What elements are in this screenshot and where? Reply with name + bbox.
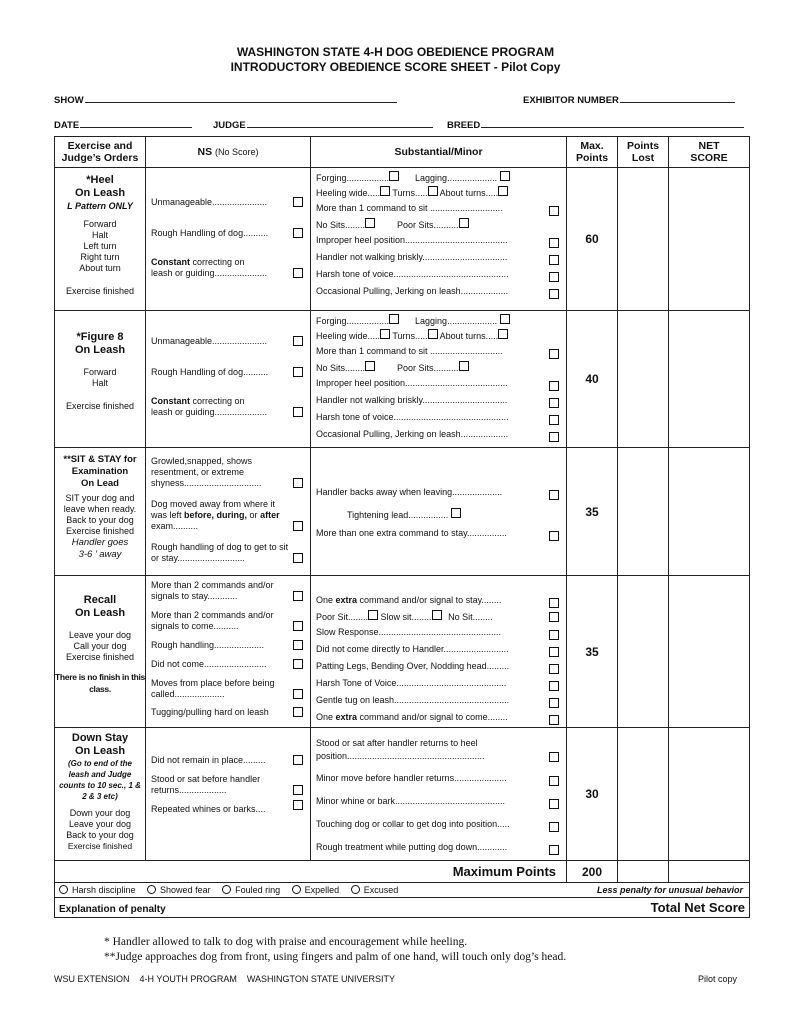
note-judge-approach: **Judge approaches dog from front, using fingers and palm of one hand, will touch only dog’s head.	[104, 951, 567, 963]
ns-item: Unmanageable......................	[146, 196, 310, 209]
no-finish-note: There is no finish in this class.	[55, 672, 145, 694]
checkbox[interactable]	[293, 640, 303, 650]
sub-item: Harsh Tone of Voice............................................	[311, 676, 566, 693]
breed-label: BREED	[447, 120, 481, 131]
order-item: Leave your dog	[68, 630, 132, 640]
ns-item: Rough Handling of dog..........	[146, 227, 310, 240]
sub-item: One extra command and/or signal to stay........	[311, 593, 566, 610]
ns-item: More than 2 commands and/or signals to stay............	[146, 579, 310, 603]
sitstay-subtitle: Examination	[71, 466, 129, 477]
checkbox[interactable]	[389, 314, 399, 324]
ns-item: Dog moved away from where it was left before, during, or after exam..........	[146, 498, 310, 533]
checkbox[interactable]	[549, 698, 559, 708]
recall-net-score[interactable]	[669, 576, 750, 728]
sub-item: Handler not walking briskly..................................	[311, 393, 566, 410]
sub-item: Handler not walking briskly..................................	[311, 250, 566, 267]
sub-item: Stood or sat after handler returns to heel position.......................................................	[311, 736, 566, 764]
checkbox[interactable]	[293, 367, 303, 377]
checkbox[interactable]	[549, 664, 559, 674]
heel-title: *Heel	[86, 174, 114, 186]
checkbox[interactable]	[293, 591, 303, 601]
checkbox[interactable]	[549, 752, 559, 762]
checkbox[interactable]	[293, 689, 303, 699]
checkbox[interactable]	[380, 329, 390, 339]
checkbox[interactable]	[549, 289, 559, 299]
order-item: Exercise finished	[65, 526, 135, 536]
recall-max-points: 35	[567, 576, 618, 728]
checkbox[interactable]	[428, 329, 438, 339]
sub-item: Minor move before handler returns.....................	[311, 771, 566, 788]
radio-circle[interactable]	[222, 885, 231, 894]
checkbox[interactable]	[451, 508, 461, 518]
checkbox[interactable]	[549, 531, 559, 541]
order-item: Exercise finished	[65, 652, 135, 662]
checkbox[interactable]	[293, 268, 303, 278]
heel-exercise-cell	[55, 168, 146, 311]
footer-org: WSU EXTENSION 4-H YOUTH PROGRAM WASHINGTON STATE UNIVERSITY	[54, 974, 396, 984]
recall-subtitle: On Leash	[74, 607, 126, 619]
checkbox[interactable]	[549, 799, 559, 809]
checkbox[interactable]	[459, 218, 469, 228]
ns-item: Unmanageable......................	[146, 335, 310, 348]
checkbox[interactable]	[549, 238, 559, 248]
figure8-max-points: 40	[567, 311, 618, 448]
downstay-max-points: 30	[567, 728, 618, 861]
figure8-net-score[interactable]	[669, 311, 750, 448]
sub-pair-row: Heeling wide..... Turns..... About turns.....	[311, 186, 566, 201]
sub-item: Slow Response.................................................	[311, 625, 566, 642]
option-excused[interactable]: Excused	[351, 885, 399, 895]
downstay-count-note: (Go to end of the leash and Judge counts to 10 sec., 1 & 2 & 3 etc)	[59, 759, 141, 801]
sitstay-exercise-cell	[55, 448, 146, 576]
checkbox[interactable]	[293, 659, 303, 669]
sub-item: More than 1 command to sit .............................	[311, 201, 566, 218]
order-item: Back to your dog	[66, 515, 134, 525]
sub-pair-row: Poor Sit........ Slow sit........ No Sit........	[311, 610, 566, 625]
order-item: leave when ready.	[63, 504, 137, 514]
checkbox[interactable]	[549, 822, 559, 832]
checkbox[interactable]	[549, 381, 559, 391]
heel-net-score[interactable]	[669, 168, 750, 311]
explanation-row	[55, 898, 750, 918]
order-item: Halt	[91, 230, 108, 240]
ns-item: Constant correcting on leash or guiding.....................	[146, 256, 310, 280]
downstay-subtitle: On Leash	[74, 745, 126, 757]
ns-item: Rough handling....................	[146, 639, 310, 652]
checkbox[interactable]	[549, 255, 559, 265]
radio-circle[interactable]	[292, 885, 301, 894]
show-label: SHOW	[54, 95, 84, 106]
sitstay-max-points: 35	[567, 448, 618, 576]
downstay-substantial-cell	[311, 728, 567, 861]
downstay-net-score[interactable]	[669, 728, 750, 861]
sub-item: Improper heel position.........................................	[311, 376, 566, 393]
option-harsh-discipline[interactable]: Harsh discipline	[59, 885, 136, 895]
sub-item: Gentle tug on leash..............................................	[311, 693, 566, 710]
checkbox[interactable]	[549, 612, 559, 622]
sitstay-title: **SIT & STAY for	[63, 454, 137, 465]
ns-item: Moves from place before being called....................	[146, 677, 310, 701]
ns-item: Rough handling of dog to get to sit or stay...........................	[146, 541, 310, 565]
sheet-title: WASHINGTON STATE 4-H DOG OBEDIENCE PROGRAM	[236, 45, 555, 59]
show-field[interactable]	[54, 93, 397, 106]
exercise-finished-label: Exercise finished	[65, 286, 135, 296]
ns-column-header: NS (No Score)	[146, 137, 311, 168]
option-showed-fear[interactable]: Showed fear	[147, 885, 211, 895]
handler-distance-note-2: 3-6 ’ away	[78, 549, 122, 560]
explanation-cell[interactable]	[55, 898, 750, 918]
ns-item: Growled,snapped, shows resentment, or extreme shyness...............................	[146, 455, 310, 490]
ns-item: Constant correcting on leash or guiding.....................	[146, 395, 310, 419]
checkbox[interactable]	[549, 681, 559, 691]
note-handler-praise: * Handler allowed to talk to dog with praise and encouragement while heeling.	[104, 936, 468, 948]
sub-pair-row: Heeling wide..... Turns..... About turns.....	[311, 329, 566, 344]
checkbox[interactable]	[365, 218, 375, 228]
points-lost-column-header: Points Lost	[618, 137, 669, 168]
less-penalty-note: Less penalty for unusual behavior	[596, 885, 743, 895]
max-net-score[interactable]	[669, 861, 750, 883]
sub-item: Did not come directly to Handler..........................	[311, 642, 566, 659]
sitstay-substantial-cell	[311, 448, 567, 576]
checkbox[interactable]	[389, 171, 399, 181]
sub-item: Improper heel position.........................................	[311, 233, 566, 250]
ns-item: Stood or sat before handler returns...................	[146, 773, 310, 797]
substantial-column-header: Substantial/Minor	[311, 137, 567, 168]
maximum-points-label: Maximum Points	[55, 861, 567, 883]
heel-subtitle: On Leash	[74, 187, 126, 199]
checkbox[interactable]	[293, 707, 303, 717]
recall-ns-cell	[146, 576, 311, 728]
checkbox[interactable]	[293, 800, 303, 810]
checkbox[interactable]	[380, 186, 390, 196]
checkbox[interactable]	[500, 314, 510, 324]
judge-field[interactable]	[213, 118, 433, 131]
sub-item: Patting Legs, Bending Over, Nodding head.........	[311, 659, 566, 676]
order-item: Forward	[83, 367, 117, 377]
exercise-finished-label: Exercise finished	[65, 401, 135, 411]
explanation-label: Explanation of penalty	[59, 903, 166, 915]
order-item: Halt	[91, 378, 108, 388]
checkbox[interactable]	[549, 415, 559, 425]
checkbox[interactable]	[432, 610, 442, 620]
checkbox[interactable]	[549, 272, 559, 282]
figure8-title: *Figure 8	[76, 331, 124, 343]
sitstay-subtitle-2: On Lead	[80, 478, 119, 489]
sub-item: Harsh tone of voice..............................................	[311, 410, 566, 427]
sub-item: Minor whine or bark............................................	[311, 794, 566, 811]
checkbox[interactable]	[365, 361, 375, 371]
checkbox[interactable]	[293, 553, 303, 563]
breed-field[interactable]	[447, 118, 744, 131]
ns-item: Did not remain in place.........	[146, 754, 310, 767]
sitstay-ns-cell	[146, 448, 311, 576]
max-points-column-header: Max. Points	[567, 137, 618, 168]
downstay-title: Down Stay	[71, 732, 129, 744]
order-item: Exercise finished	[67, 841, 133, 851]
checkbox[interactable]	[293, 407, 303, 417]
radio-circle[interactable]	[59, 885, 68, 894]
handler-distance-note: Handler goes	[71, 537, 129, 548]
sub-item: Occasional Pulling, Jerking on leash...................	[311, 427, 566, 444]
checkbox[interactable]	[293, 478, 303, 488]
checkbox[interactable]	[368, 610, 378, 620]
checkbox[interactable]	[293, 228, 303, 238]
checkbox[interactable]	[293, 755, 303, 765]
option-fouled-ring[interactable]: Fouled ring	[222, 885, 280, 895]
checkbox[interactable]	[498, 186, 508, 196]
date-field[interactable]	[54, 118, 192, 131]
checkbox[interactable]	[500, 171, 510, 181]
sub-item: Rough treatment while putting dog down............	[311, 840, 566, 857]
sub-item: Handler backs away when leaving....................	[311, 485, 566, 502]
sheet-subtitle: INTRODUCTORY OBEDIENCE SCORE SHEET - Pilot Copy	[230, 60, 561, 74]
order-item: Leave your dog	[68, 819, 132, 829]
judge-label: JUDGE	[213, 120, 246, 131]
checkbox[interactable]	[549, 715, 559, 725]
date-label: DATE	[54, 120, 80, 131]
checkbox[interactable]	[459, 361, 469, 371]
recall-title: Recall	[83, 594, 117, 606]
checkbox[interactable]	[428, 186, 438, 196]
exhibitor-number-field[interactable]	[523, 93, 735, 106]
sub-item: Occasional Pulling, Jerking on leash...................	[311, 284, 566, 301]
order-item: Left turn	[83, 241, 117, 251]
sub-item: Tightening lead................	[311, 508, 566, 520]
ns-item: Repeated whines or barks....	[146, 803, 310, 816]
recall-exercise-cell	[55, 576, 146, 728]
ns-item: Tugging/pulling hard on leash	[146, 706, 310, 719]
checkbox[interactable]	[549, 349, 559, 359]
net-score-column-header: NET SCORE	[669, 137, 750, 168]
checkbox[interactable]	[293, 785, 303, 795]
checkbox[interactable]	[549, 432, 559, 442]
checkbox[interactable]	[293, 197, 303, 207]
checkbox[interactable]	[293, 521, 303, 531]
ns-item: More than 2 commands and/or signals to come..........	[146, 609, 310, 633]
heel-substantial-cell	[311, 168, 567, 311]
ns-item: Did not come.........................	[146, 658, 310, 671]
downstay-ns-cell	[146, 728, 311, 861]
order-item: Call your dog	[73, 641, 127, 651]
order-item: Back to your dog	[66, 830, 134, 840]
checkbox[interactable]	[549, 398, 559, 408]
sub-item: More than one extra command to stay................	[311, 526, 566, 543]
figure8-ns-cell	[146, 311, 311, 448]
maximum-points-value: 200	[567, 861, 618, 883]
sub-pair-row: Forging................. Lagging....................	[311, 171, 566, 186]
sub-item: More than 1 command to sit .............................	[311, 344, 566, 361]
checkbox[interactable]	[293, 621, 303, 631]
sub-item: Touching dog or collar to get dog into position.....	[311, 817, 566, 834]
penalty-options-row	[55, 883, 750, 898]
sub-pair-row: No Sits........ Poor Sits..........	[311, 218, 566, 233]
order-item: Right turn	[80, 252, 120, 262]
checkbox[interactable]	[498, 329, 508, 339]
sub-item: One extra command and/or signal to come........	[311, 710, 566, 727]
heel-max-points: 60	[567, 168, 618, 311]
figure8-subtitle: On Leash	[74, 344, 126, 356]
checkbox[interactable]	[549, 490, 559, 500]
total-net-score-label: Total Net Score	[650, 900, 745, 915]
sub-pair-row: Forging................. Lagging....................	[311, 314, 566, 329]
checkbox[interactable]	[549, 845, 559, 855]
checkbox[interactable]	[549, 206, 559, 216]
exhibitor-number-label: EXHIBITOR NUMBER	[523, 95, 619, 106]
heel-pattern-note: L Pattern ONLY	[67, 201, 133, 211]
sub-item: Harsh tone of voice..............................................	[311, 267, 566, 284]
order-item: Forward	[83, 219, 117, 229]
exercise-column-header: Exercise and Judge’s Orders	[55, 137, 146, 168]
radio-circle[interactable]	[147, 885, 156, 894]
penalty-options	[55, 883, 750, 898]
checkbox[interactable]	[549, 776, 559, 786]
order-item: SIT your dog and	[65, 493, 135, 503]
sub-pair-row: No Sits........ Poor Sits..........	[311, 361, 566, 376]
checkbox[interactable]	[549, 598, 559, 608]
order-item: About turn	[79, 263, 121, 273]
recall-substantial-cell	[311, 576, 567, 728]
checkbox[interactable]	[549, 630, 559, 640]
checkbox[interactable]	[549, 647, 559, 657]
footer-pilot-copy: Pilot copy	[698, 974, 738, 984]
figure8-substantial-cell	[311, 311, 567, 448]
ns-item: Rough Handling of dog..........	[146, 366, 310, 379]
heel-ns-cell	[146, 168, 311, 311]
order-item: Down your dog	[69, 808, 131, 818]
radio-circle[interactable]	[351, 885, 360, 894]
figure8-exercise-cell	[55, 311, 146, 448]
checkbox[interactable]	[293, 336, 303, 346]
sitstay-net-score[interactable]	[669, 448, 750, 576]
downstay-exercise-cell	[55, 728, 146, 861]
option-expelled[interactable]: Expelled	[292, 885, 340, 895]
